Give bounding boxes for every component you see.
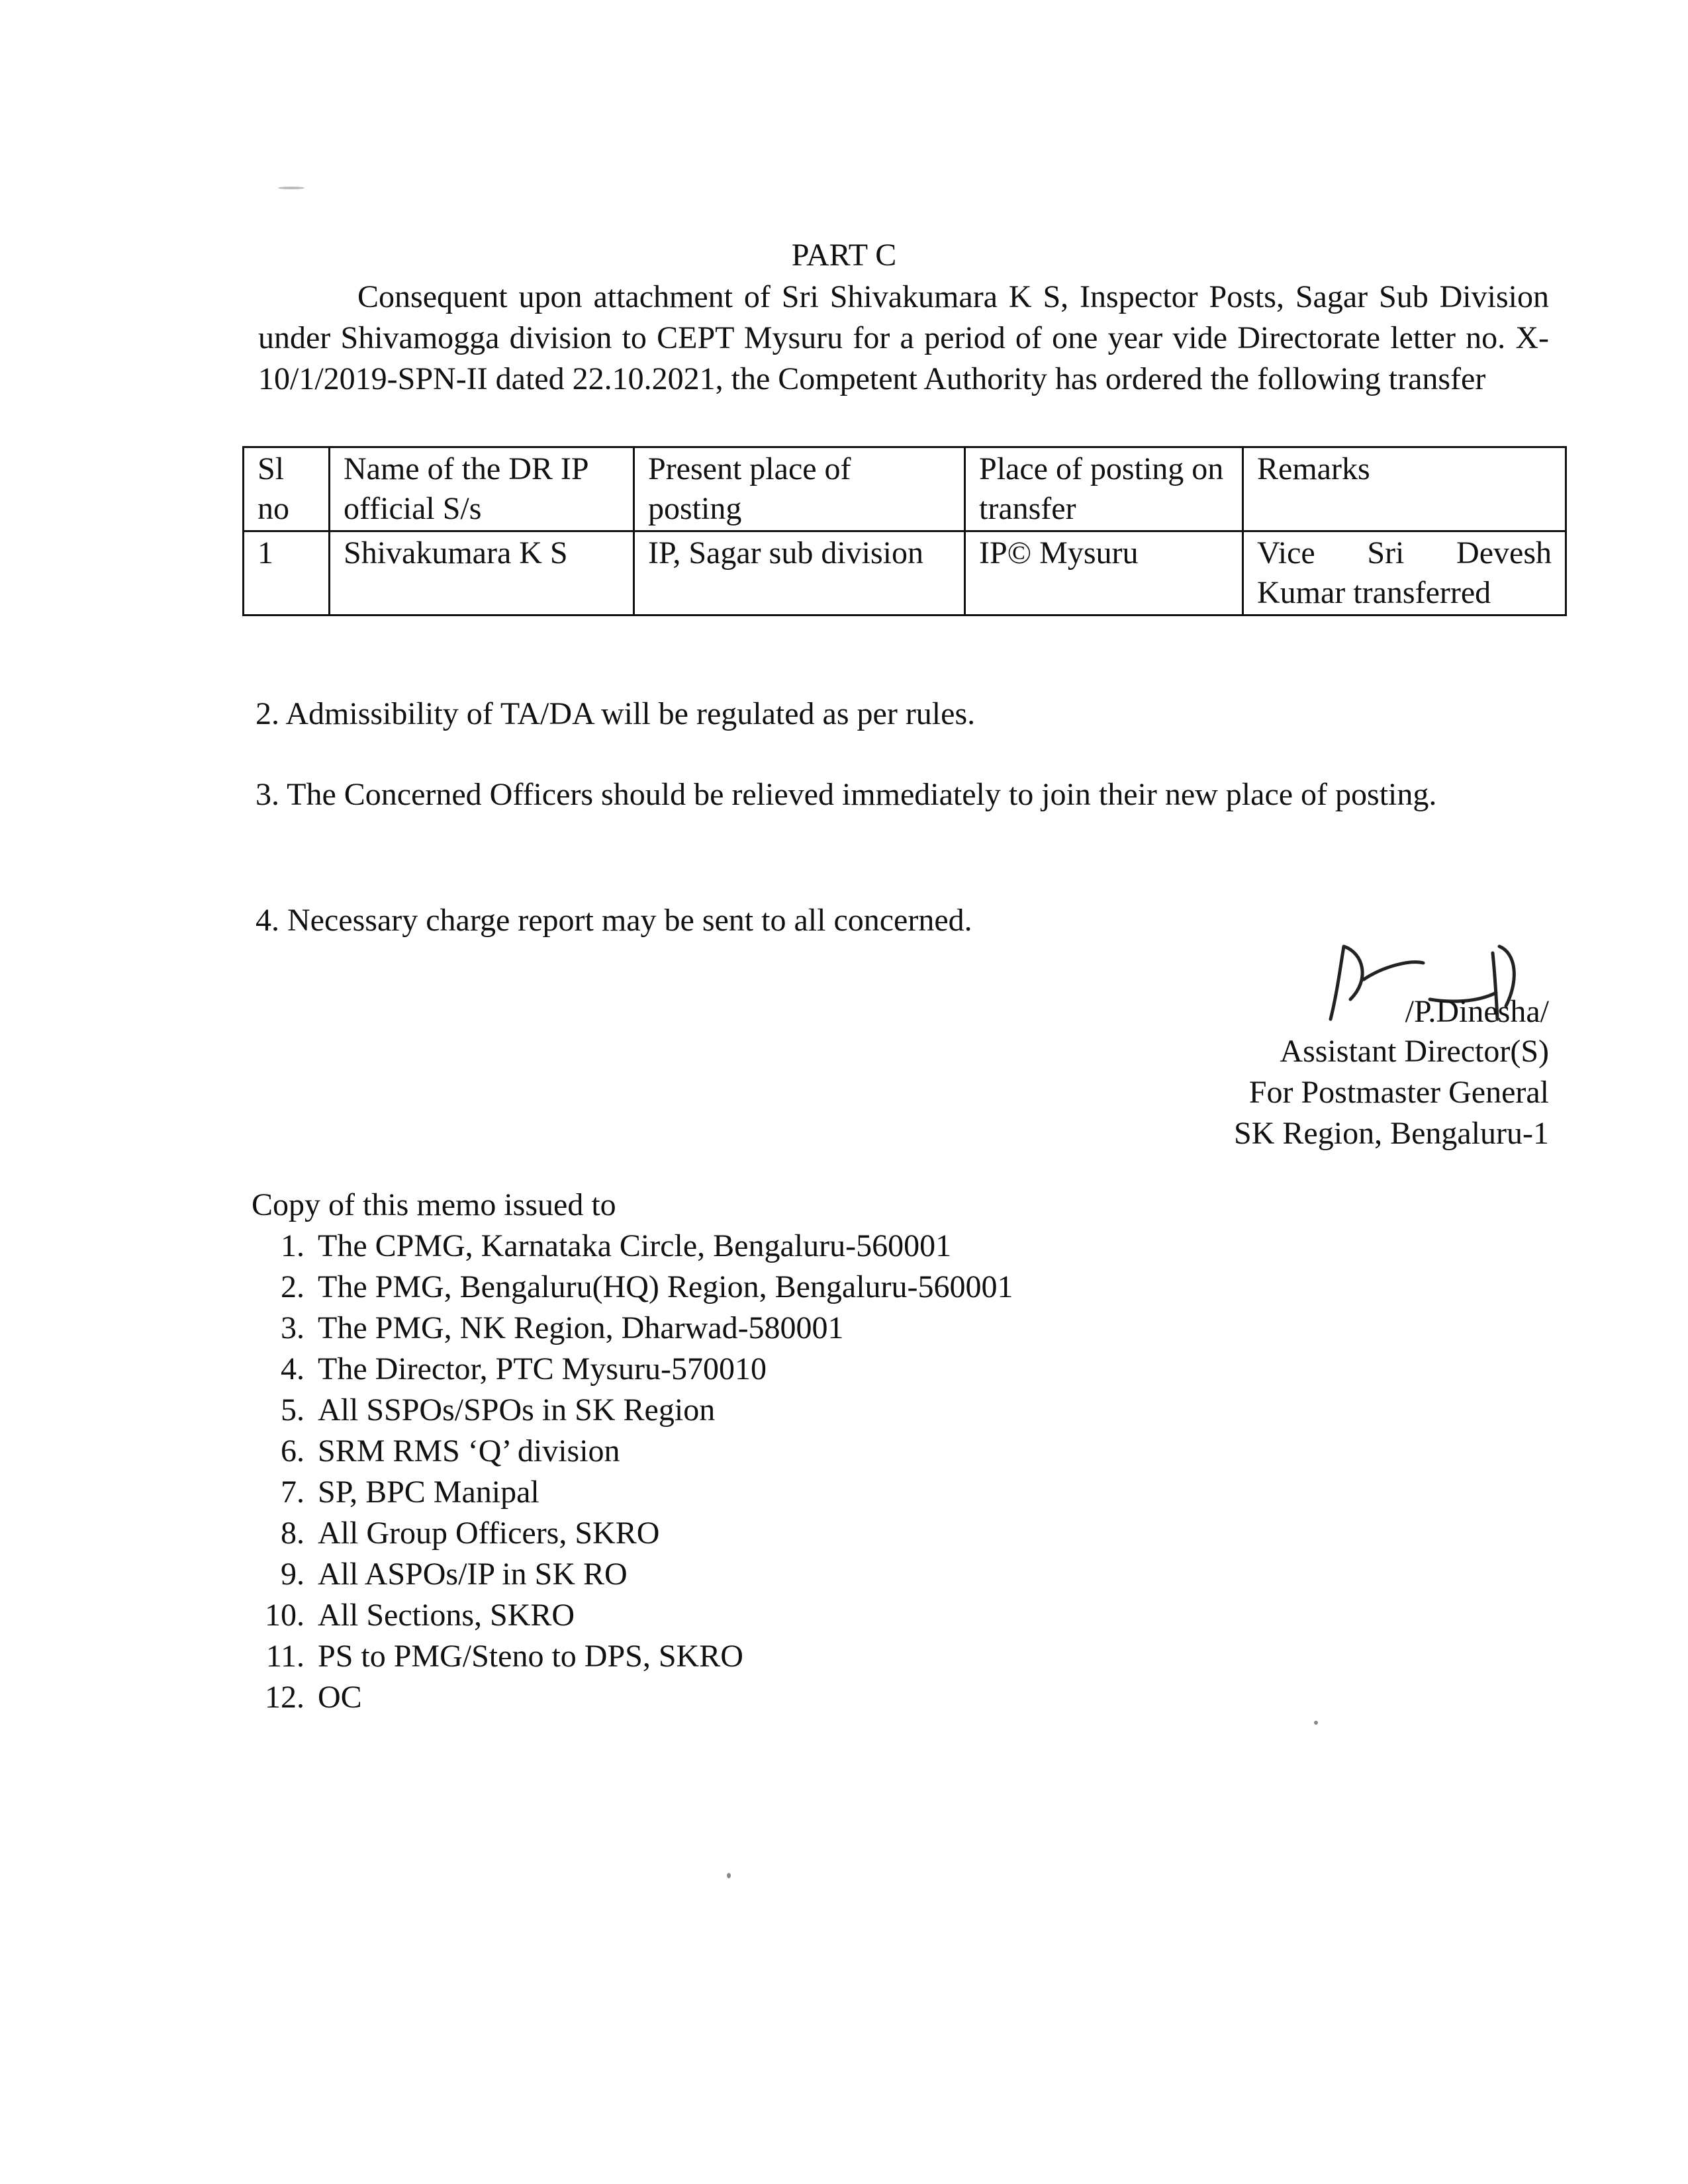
list-item-text: The Director, PTC Mysuru-570010	[318, 1351, 767, 1387]
list-item-text: All Sections, SKRO	[318, 1598, 575, 1633]
list-item-number: 5.	[281, 1392, 305, 1428]
scan-speck	[278, 187, 305, 189]
list-item-number: 7.	[281, 1475, 305, 1510]
cell-sl-no: 1	[244, 531, 330, 615]
signature-block	[1125, 940, 1549, 1158]
list-item-number: 4.	[281, 1351, 305, 1387]
signatory-office: SK Region, Bengaluru-1	[1234, 1116, 1549, 1151]
list-item-text: All ASPOs/IP in SK RO	[318, 1557, 628, 1592]
list-item-number: 8.	[281, 1516, 305, 1551]
list-item	[252, 1513, 1443, 1554]
signatory-for-line: For Postmaster General	[1248, 1075, 1549, 1110]
header-remarks: Remarks	[1243, 447, 1566, 531]
paragraph-charge-report: 4. Necessary charge report may be sent to all concerned.	[256, 903, 972, 938]
list-item	[252, 1636, 1443, 1677]
list-item	[252, 1308, 1443, 1349]
header-sl-no: Sl no	[244, 447, 330, 531]
list-item	[252, 1472, 1443, 1513]
list-item-number: 10.	[265, 1598, 305, 1633]
list-item-number: 2.	[281, 1269, 305, 1304]
list-item	[252, 1267, 1443, 1308]
list-item	[252, 1390, 1443, 1431]
list-item-text: All Group Officers, SKRO	[318, 1516, 660, 1551]
list-item-text: OC	[318, 1680, 362, 1715]
table-row	[244, 531, 1566, 615]
list-item-text: The PMG, Bengaluru(HQ) Region, Bengaluru-560001	[318, 1269, 1013, 1304]
list-item-text: SRM RMS ‘Q’ division	[318, 1433, 620, 1469]
table-header-row	[244, 447, 1566, 531]
header-name: Name of the DR IP official S/s	[330, 447, 634, 531]
list-item-number: 11.	[265, 1639, 305, 1674]
list-item-number: 12.	[265, 1680, 305, 1715]
list-item	[252, 1226, 1443, 1267]
signatory-name: /P.Dinesha/	[1405, 994, 1549, 1029]
copy-to-list	[252, 1226, 1443, 1718]
cell-present-posting: IP, Sagar sub division	[634, 531, 965, 615]
list-item	[252, 1595, 1443, 1636]
signatory-designation: Assistant Director(S)	[1280, 1034, 1549, 1069]
list-item-text: The PMG, NK Region, Dharwad-580001	[318, 1310, 844, 1345]
cell-posting-on-transfer: IP© Mysuru	[965, 531, 1243, 615]
list-item	[252, 1431, 1443, 1472]
scan-speck	[1314, 1721, 1318, 1725]
list-item-text: SP, BPC Manipal	[318, 1475, 539, 1510]
list-item-number: 6.	[281, 1433, 305, 1469]
scan-speck	[727, 1873, 731, 1878]
copy-to-heading: Copy of this memo issued to	[252, 1187, 616, 1222]
paragraph-ta-da: 2. Admissibility of TA/DA will be regulated as per rules.	[256, 696, 976, 731]
list-item-number: 1.	[281, 1228, 305, 1263]
cell-remarks: Vice Sri Devesh Kumar transferred	[1243, 531, 1566, 615]
list-item-number: 9.	[281, 1557, 305, 1592]
list-item-text: PS to PMG/Steno to DPS, SKRO	[318, 1639, 743, 1674]
list-item-text: The CPMG, Karnataka Circle, Bengaluru-560001	[318, 1228, 952, 1263]
list-item-text: All SSPOs/SPOs in SK Region	[318, 1392, 716, 1428]
header-present-posting: Present place of posting	[634, 447, 965, 531]
list-item	[252, 1349, 1443, 1390]
list-item	[252, 1554, 1443, 1595]
list-item-number: 3.	[281, 1310, 305, 1345]
cell-name: Shivakumara K S	[330, 531, 634, 615]
intro-paragraph: Consequent upon attachment of Sri Shivakumara K S, Inspector Posts, Sagar Sub Division under Shivamogga division to CEPT Mysuru for a period of one year vide Directorate letter no. X-10/1/2019-SPN-II dated 22.10.2021, the Competent Authority has ordered the following transfer	[258, 279, 1549, 396]
header-posting-on-transfer: Place of posting on transfer	[965, 447, 1243, 531]
list-item	[252, 1677, 1443, 1718]
transfer-table	[242, 446, 1567, 616]
paragraph-relieve: 3. The Concerned Officers should be relieved immediately to join their new place of posting.	[256, 777, 1437, 812]
document-title: PART C	[791, 238, 897, 273]
